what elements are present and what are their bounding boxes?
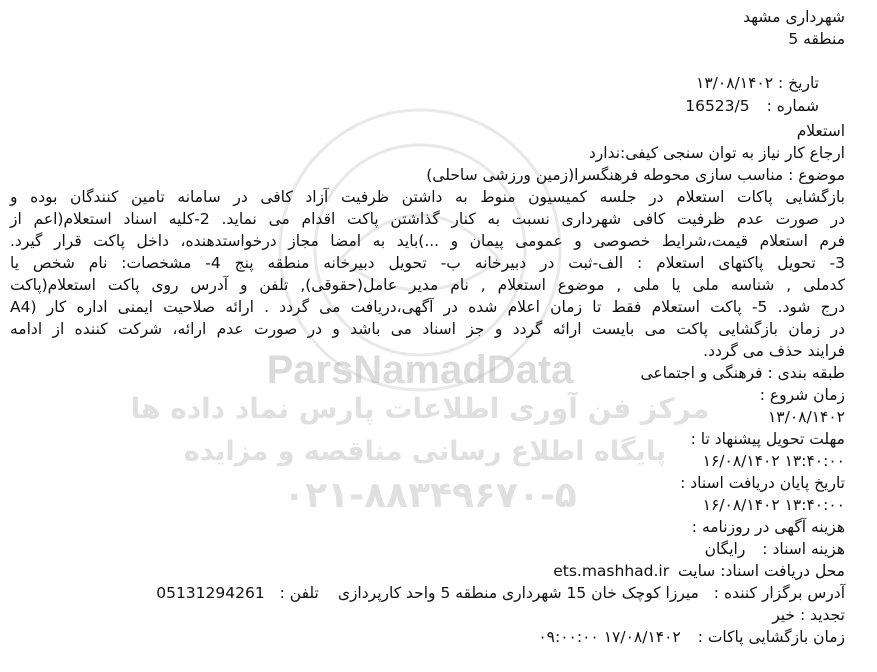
region-name: منطقه 5 bbox=[788, 30, 845, 48]
start-value: ۱۳/۰۸/۱۴۰۲ bbox=[767, 408, 845, 426]
referral-line: ارجاع کار نیاز به توان سنجی کیفی:ندارد bbox=[588, 144, 845, 162]
body-line: بازگشایی پاکات استعلام در جلسه کمیسیون منوط به داشتن ظرفیت آزاد کافی در سامانه تامین کنندگان بوده و bbox=[10, 188, 845, 206]
letter-date: تاریخ : ۱۳/۰۸/۱۴۰۲ bbox=[696, 74, 819, 92]
phone-value: 05131294261 bbox=[156, 584, 265, 602]
subject-line: موضوع : مناسب سازی محوطه فرهنگسرا(زمین ورزشی ساحلی) bbox=[426, 166, 845, 184]
category-line: طبقه بندی : فرهنگی و اجتماعی bbox=[640, 364, 845, 382]
doc-end-label: تاریخ پایان دریافت اسناد : bbox=[680, 474, 845, 492]
watermark-line1: مرکز فن آوری اطلاعات پارس نماد داده ها bbox=[130, 392, 710, 425]
body-line: کدملی , شناسه ملی یا ملی , موضوع استعلام , نام مدیر عامل(حقوقی), تلفن و آدرس روی پاکت استعلام(پاکت bbox=[10, 276, 845, 294]
doc-place-line bbox=[553, 560, 845, 582]
body-line: 3- تحویل پاکتهای استعلام : الف-ثبت در دبیرخانه ب- تحویل دبیرخانه منطقه پنج 4- مشخصات: نام شخص یا bbox=[10, 254, 845, 272]
watermark-brand: ParsNamadData bbox=[266, 348, 574, 392]
doc-end-value: ۱۶/۰۸/۱۴۰۲ ۱۳:۴۰:۰۰ bbox=[702, 496, 845, 514]
letter-number-label: شماره : bbox=[766, 97, 819, 115]
letter-number bbox=[685, 95, 819, 117]
doc-place-link[interactable]: ets.mashhad.ir bbox=[553, 562, 670, 580]
address-value: میرزا کوچک خان 15 شهرداری منطقه 5 واحد کارپردازی bbox=[337, 584, 699, 602]
doc-cost-label: هزینه اسناد : bbox=[762, 540, 845, 558]
renewal-line: تجدید : خیر bbox=[772, 606, 845, 624]
body-line: در صورت عدم ظرفیت کافی شهرداری نسبت به کنار گذاشتن پاکت اقدام می نماید. 2-کلیه اسناد استعلام(اعم از bbox=[10, 210, 845, 228]
body-line: فرایند حذف می گردد. bbox=[703, 342, 845, 360]
address-label: آدرس برگزار کننده : bbox=[713, 584, 845, 602]
org-name: شهرداری مشهد bbox=[743, 8, 845, 26]
doc-cost-value: رایگان bbox=[704, 540, 746, 558]
opening-line bbox=[538, 626, 845, 648]
letter-number-value: 16523/5 bbox=[685, 97, 750, 115]
opening-value: ۱۷/۰۸/۱۴۰۲ ۰۹:۰۰:۰۰ bbox=[538, 628, 681, 646]
doc-place-label: محل دریافت اسناد: سایت bbox=[678, 562, 845, 580]
deadline-label: مهلت تحویل پیشنهاد تا : bbox=[690, 430, 845, 448]
doc-cost-line bbox=[705, 538, 845, 560]
doc-type: استعلام bbox=[796, 122, 845, 140]
phone-label: تلفن : bbox=[279, 584, 319, 602]
body-line: فرم استعلام قیمت،شرایط خصوصی و عمومی پیمان و ...)باید به امضا مجاز درخواستدهنده، داخل پاکت قرار گیرد. bbox=[10, 232, 845, 250]
start-label: زمان شروع : bbox=[759, 386, 845, 404]
watermark-line2: پایگاه اطلاع رسانی مناقصه و مزایده bbox=[183, 436, 667, 467]
body-line: در زمان بازگشایی پاکت می بایست ارائه گردد و جز اسناد می باشد و در صورت عدم ارائه، شرکت کننده از ادامه bbox=[10, 320, 845, 338]
deadline-value: ۱۶/۰۸/۱۴۰۲ ۱۳:۴۰:۰۰ bbox=[702, 452, 845, 470]
body-line: A4) درج شود. 5- پاکت استعلام فقط تا زمان اعلام شده در آگهی،دریافت می گردد . ارائه صلاحیت ایمنی اداره کار bbox=[10, 298, 845, 316]
watermark-phone: ۰۲۱-۸۸۳۴۹۶۷۰-۵ bbox=[283, 475, 577, 516]
address-line bbox=[156, 582, 845, 604]
newspaper-cost-line: هزینه آگهی در روزنامه : bbox=[691, 518, 845, 536]
opening-label: زمان بازگشایی پاکات : bbox=[697, 628, 845, 646]
